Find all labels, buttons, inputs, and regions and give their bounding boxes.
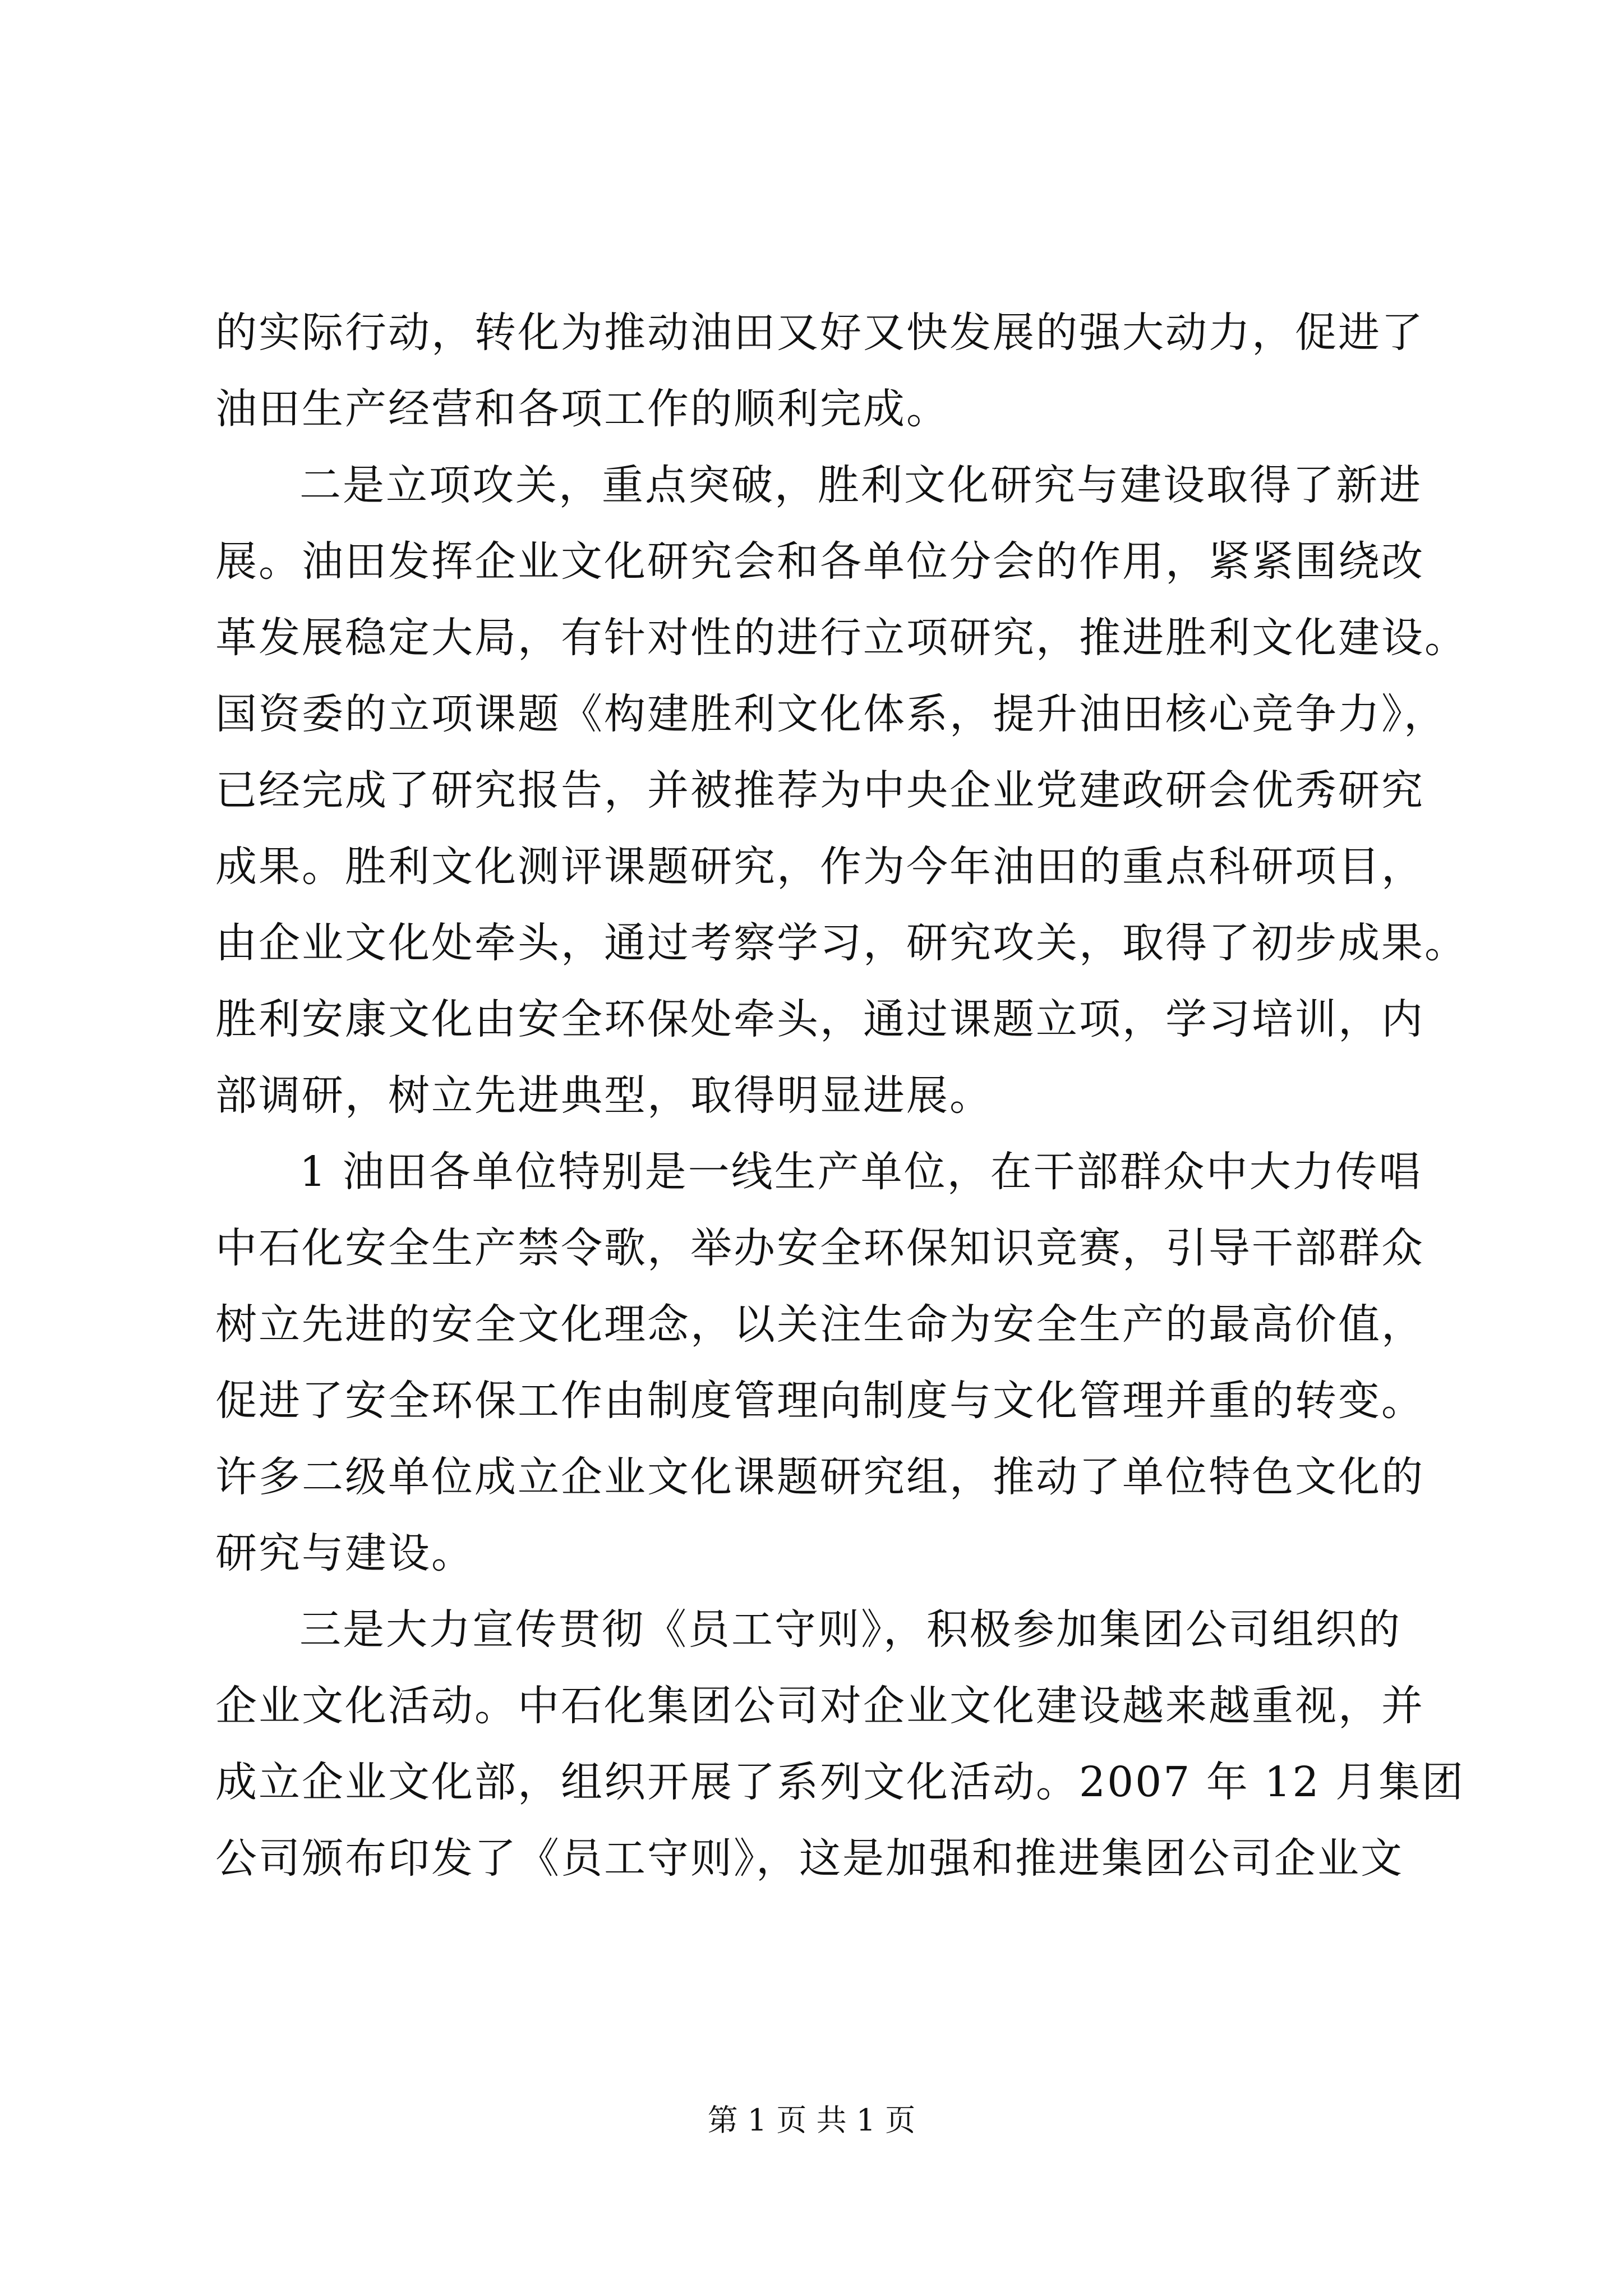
text-line: 树立先进的安全文化理念，以关注生命为安全生产的最高价值，	[215, 1300, 1424, 1349]
text-line: 成立企业文化部，组织开展了系列文化活动。2007 年 12 月集团	[215, 1758, 1465, 1806]
text-line: 国资委的立项课题《构建胜利文化体系，提升油田核心竞争力》，	[215, 690, 1447, 738]
text-line: 胜利安康文化由安全环保处牵头，通过课题立项，学习培训，内	[215, 995, 1424, 1043]
page-number: 第 1 页 共 1 页	[707, 2102, 916, 2138]
text-line: 促进了安全环保工作由制度管理向制度与文化管理并重的转变。	[215, 1377, 1424, 1425]
body-text	[215, 295, 1468, 1897]
text-line: 由企业文化处牵头，通过考察学习，研究攻关，取得了初步成果。	[215, 919, 1468, 967]
text-line: 部调研，树立先进典型，取得明显进展。	[215, 1071, 993, 1120]
paragraph-start-line: 三是大力宣传贯彻《员工守则》，积极参加集团公司组织的	[299, 1605, 1401, 1654]
text-line: 革发展稳定大局，有针对性的进行立项研究，推进胜利文化建设。	[215, 614, 1468, 662]
text-line: 展。油田发挥企业文化研究会和各单位分会的作用，紧紧围绕改	[215, 537, 1424, 586]
text-line: 中石化安全生产禁令歌，举办安全环保知识竞赛，引导干部群众	[215, 1224, 1424, 1272]
text-line: 研究与建设。	[215, 1529, 474, 1577]
text-line: 公司颁布印发了《员工守则》，这是加强和推进集团公司企业文	[215, 1834, 1404, 1883]
text-line: 油田生产经营和各项工作的顺利完成。	[215, 385, 949, 433]
page-footer	[0, 2098, 1623, 2143]
text-line: 成果。胜利文化测评课题研究，作为今年油田的重点科研项目，	[215, 843, 1424, 891]
paragraph-start-line: 1 油田各单位特别是一线生产单位，在干部群众中大力传唱	[299, 1148, 1422, 1196]
text-line: 已经完成了研究报告，并被推荐为中央企业党建政研会优秀研究	[215, 766, 1424, 815]
text-line: 许多二级单位成立企业文化课题研究组，推动了单位特色文化的	[215, 1453, 1424, 1501]
text-line: 的实际行动，转化为推动油田又好又快发展的强大动力，促进了	[215, 309, 1424, 357]
text-line: 企业文化活动。中石化集团公司对企业文化建设越来越重视，并	[215, 1682, 1424, 1730]
paragraph-start-line: 二是立项攻关，重点突破，胜利文化研究与建设取得了新进	[299, 461, 1422, 509]
